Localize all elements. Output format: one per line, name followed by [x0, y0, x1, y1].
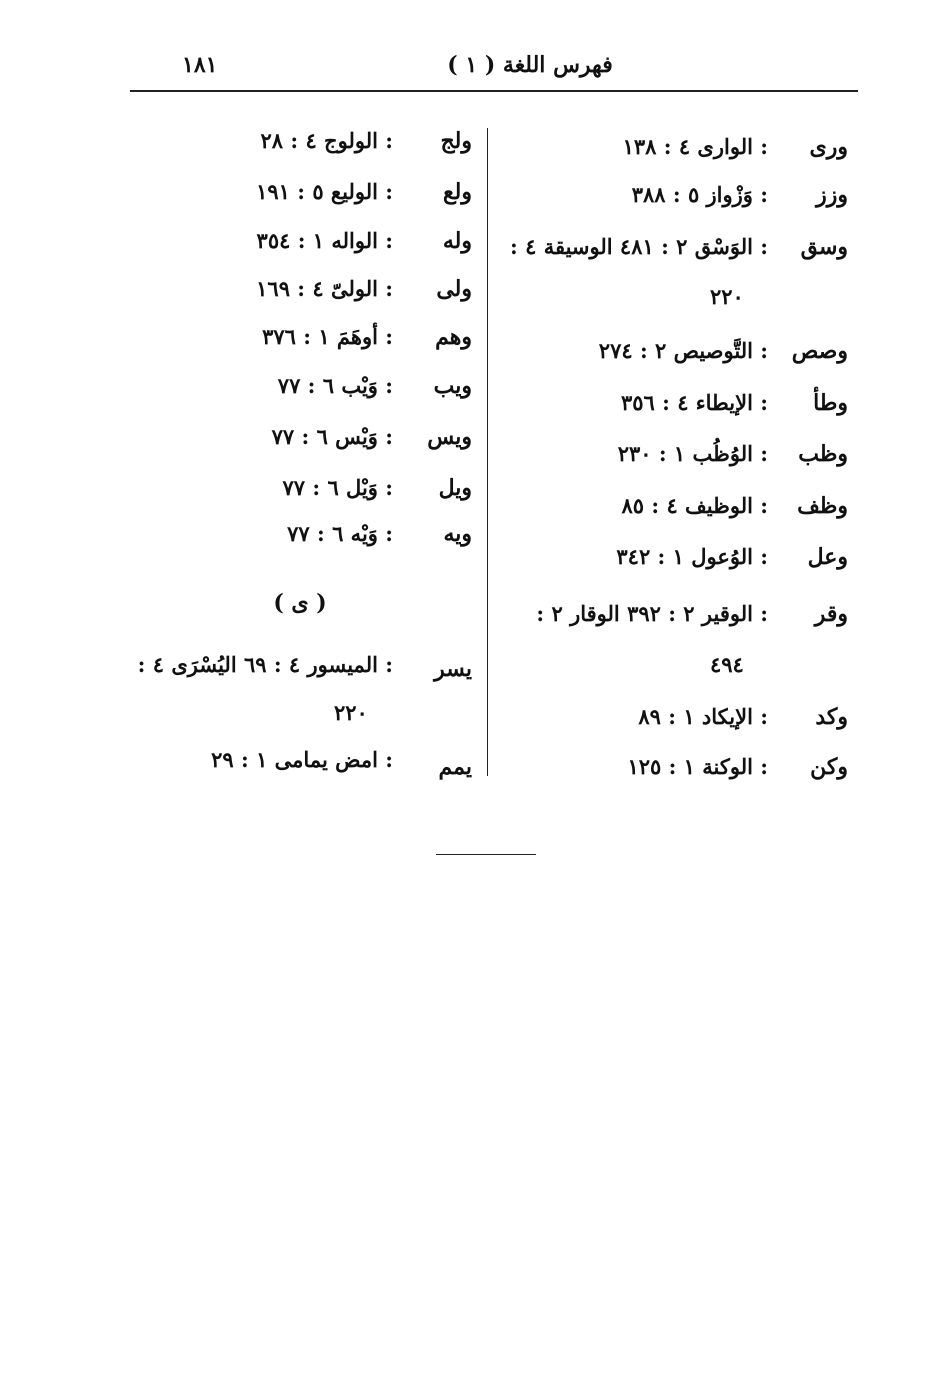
index-entry: : أوهَمَ ١ : ٣٧٦: [262, 324, 393, 349]
index-entry: : وَيْب ٦ : ٧٧: [277, 373, 393, 398]
root-word: ورى: [809, 134, 848, 160]
index-entry: : الوَسْق ٢ : ٤٨١ الوسيقة ٤ :: [510, 234, 768, 259]
index-entry: : الوارى ٤ : ١٣٨: [622, 134, 768, 159]
root-word: يمم: [438, 754, 472, 780]
index-entry: : وَيْس ٦ : ٧٧: [271, 424, 393, 449]
entry-continuation: ٢٢٠: [334, 700, 368, 725]
index-entry: : الوكنة ١ : ١٢٥: [627, 754, 768, 779]
root-word: وصص: [791, 338, 848, 364]
index-entry: : الوليع ٥ : ١٩١: [256, 179, 393, 204]
index-entry: : الولىّ ٤ : ١٦٩: [256, 276, 393, 301]
section-heading: ( ى ): [273, 590, 327, 616]
root-word: وطأ: [813, 390, 848, 416]
root-word: ويه: [443, 521, 472, 547]
header-rule: [130, 90, 858, 92]
root-word: ويس: [427, 424, 472, 450]
root-word: ويب: [433, 373, 472, 399]
index-entry: : الوظيف ٤ : ٨٥: [621, 493, 768, 518]
index-entry: : امض يمامى ١ : ٢٩: [211, 747, 393, 772]
index-entry: : الوُظُب ١ : ٢٣٠: [617, 441, 768, 466]
page-number: ١٨١: [182, 52, 218, 78]
running-title: فهرس اللغة ( ١ ): [447, 52, 613, 78]
column-divider: [487, 128, 488, 776]
root-word: يسر: [434, 656, 472, 682]
index-entry: : الولوج ٤ : ٢٨: [260, 128, 393, 153]
end-rule: [436, 854, 536, 855]
root-word: وسق: [800, 234, 848, 260]
index-entry: : وَيْه ٦ : ٧٧: [287, 521, 393, 546]
index-entry: : وَيْل ٦ : ٧٧: [282, 475, 393, 500]
index-entry: : التَّوصيص ٢ : ٢٧٤: [598, 338, 768, 363]
index-entry: : الواله ١ : ٣٥٤: [256, 228, 393, 253]
root-word: وكد: [815, 704, 848, 730]
root-word: ولج: [440, 128, 472, 154]
root-word: وزز: [816, 182, 848, 208]
root-word: وهم: [435, 324, 472, 350]
root-word: وله: [442, 228, 472, 254]
root-word: وظب: [798, 441, 848, 467]
root-word: وعل: [807, 544, 848, 570]
index-entry: : الوقير ٢ : ٣٩٢ الوقار ٢ :: [536, 601, 768, 626]
root-word: وقر: [814, 601, 848, 627]
entry-continuation: ٢٢٠: [710, 284, 744, 309]
index-entry: : الميسور ٤ : ٦٩ اليُسْرَى ٤ :: [137, 652, 393, 677]
root-word: ولع: [442, 179, 472, 205]
index-entry: : وَزْواز ٥ : ٣٨٨: [631, 182, 768, 207]
index-entry: : الإيطاء ٤ : ٣٥٦: [620, 390, 768, 415]
entry-continuation: ٤٩٤: [710, 652, 744, 677]
index-entry: : الإيكاد ١ : ٨٩: [638, 704, 768, 729]
root-word: ولى: [436, 276, 472, 302]
root-word: وظف: [797, 493, 848, 519]
root-word: ويل: [438, 475, 472, 501]
index-entry: : الوُعول ١ : ٣٤٢: [616, 544, 768, 569]
root-word: وكن: [810, 754, 848, 780]
